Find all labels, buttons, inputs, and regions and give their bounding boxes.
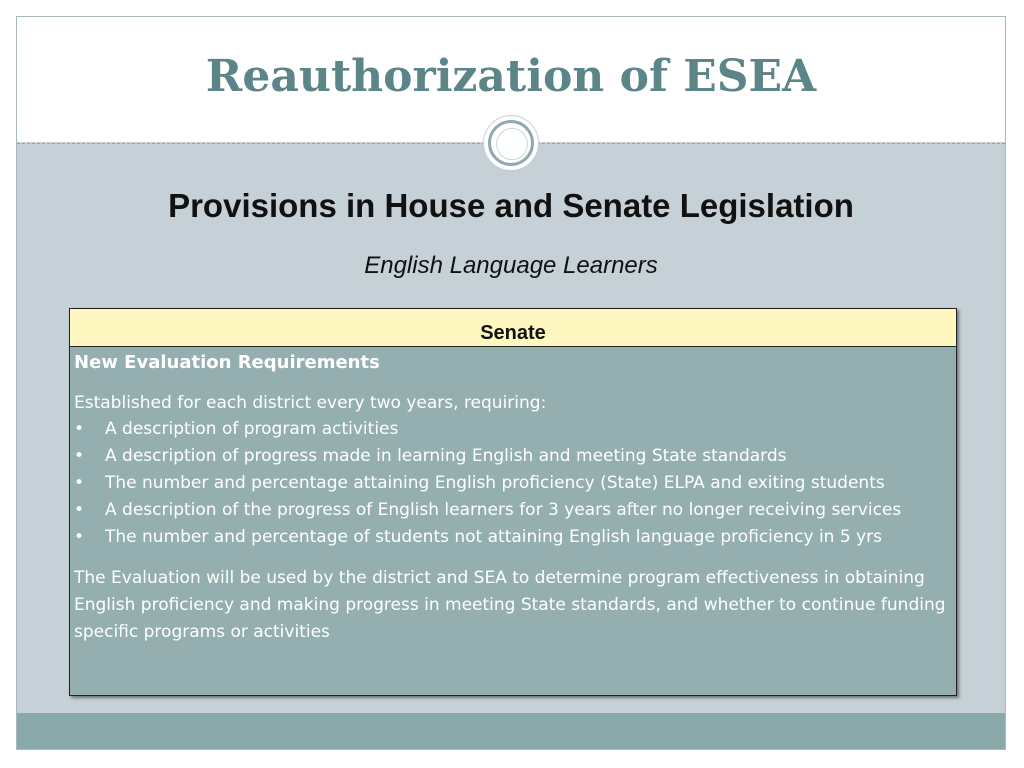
list-item <box>74 416 956 443</box>
list-item-text: A description of the progress of English learners for 3 years after no longer receiving services <box>105 500 902 520</box>
list-item-text: A description of program activities <box>105 419 399 439</box>
circle-core <box>496 128 528 160</box>
list-item <box>74 524 956 551</box>
table-header: Senate <box>70 309 956 347</box>
slide-topic: English Language Learners <box>364 252 658 279</box>
slide-subtitle: Provisions in House and Senate Legislation <box>168 187 854 224</box>
requirements-list <box>74 416 956 551</box>
bullet-icon: • <box>74 527 85 547</box>
list-item-text: A description of progress made in learning English and meeting State standards <box>105 446 787 466</box>
slide-title: Reauthorization of ESEA <box>205 51 817 102</box>
list-item-text: The number and percentage of students not attaining English language proficiency in 5 yrs <box>105 527 882 547</box>
list-item-text: The number and percentage attaining English proficiency (State) ELPA and exiting students <box>105 473 885 493</box>
senate-table <box>69 308 957 696</box>
conclusion-text: The Evaluation will be used by the district and SEA to determine program effectiveness in obtaining English proficiency and making progress in meeting State standards, and whether to continue funding specific programs or activities <box>74 568 946 642</box>
circle-ornament-icon <box>483 115 539 171</box>
slide <box>16 16 1006 750</box>
intro-text: Established for each district every two years, requiring: <box>74 393 547 413</box>
section-heading: New Evaluation Requirements <box>74 352 380 373</box>
bullet-icon: • <box>74 500 85 520</box>
bullet-icon: • <box>74 473 85 493</box>
circle-ring <box>488 120 534 166</box>
bullet-icon: • <box>74 446 85 466</box>
list-item <box>74 470 956 497</box>
bottom-bar <box>17 713 1005 749</box>
table-body <box>70 347 956 646</box>
list-item <box>74 443 956 470</box>
bullet-icon: • <box>74 419 85 439</box>
list-item <box>74 497 956 524</box>
